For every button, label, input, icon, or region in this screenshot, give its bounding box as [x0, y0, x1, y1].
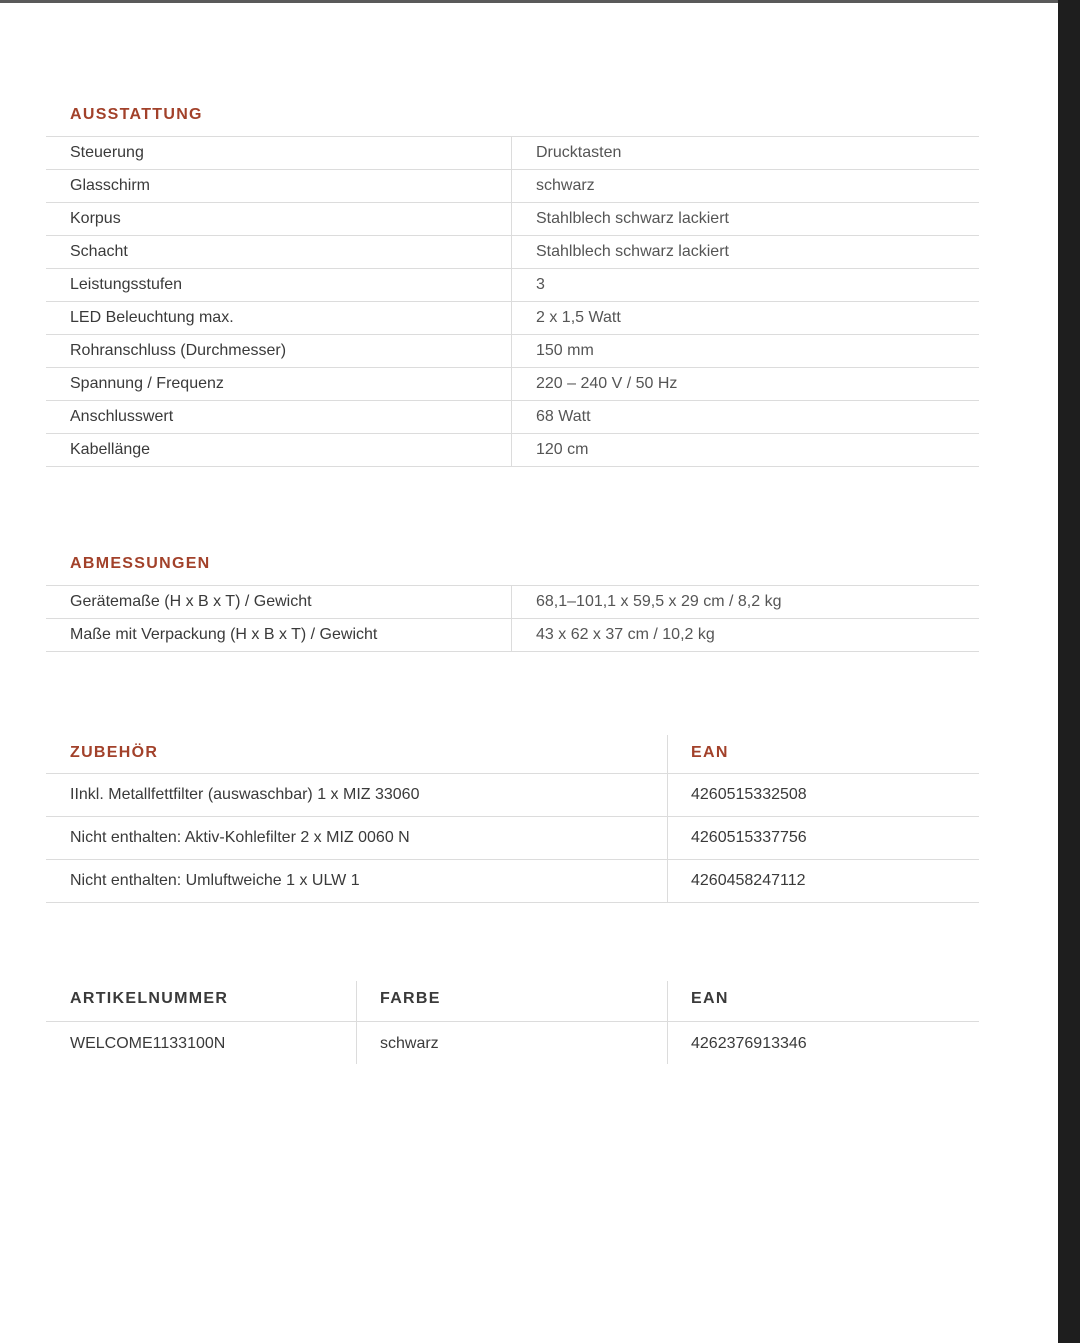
spec-value: 220 – 240 V / 50 Hz [536, 375, 678, 392]
spec-key: Anschlusswert [46, 401, 512, 433]
artikelnummer-value: WELCOME1133100N [46, 1022, 357, 1064]
ean-header: EAN [691, 990, 729, 1007]
accessory-item: Nicht enthalten: Aktiv-Kohlefilter 2 x MIZ 0060 N [46, 817, 668, 859]
spec-key: Glasschirm [46, 170, 512, 202]
spec-key: Kabellänge [46, 434, 512, 466]
top-border [0, 0, 1058, 3]
abmessungen-title: ABMESSUNGEN [70, 555, 211, 572]
zubehoer-header [46, 735, 979, 774]
spec-value: 68 Watt [536, 408, 591, 425]
table-row [46, 203, 979, 236]
artikel-header [46, 981, 979, 1022]
table-row [46, 368, 979, 401]
accessory-item: IInkl. Metallfettfilter (auswaschbar) 1 x MIZ 33060 [46, 774, 668, 816]
farbe-header: FARBE [357, 981, 668, 1021]
table-row [46, 335, 979, 368]
spec-key: Schacht [46, 236, 512, 268]
accessory-ean: 4260458247112 [691, 872, 806, 889]
spec-key: LED Beleuchtung max. [46, 302, 512, 334]
artikel-section [46, 981, 979, 1064]
spec-key: Steuerung [46, 137, 512, 169]
table-row [46, 236, 979, 269]
table-row [46, 302, 979, 335]
zubehoer-ean-header: EAN [691, 744, 729, 761]
abmessungen-section [46, 554, 979, 652]
zubehoer-section [46, 735, 979, 903]
table-row [46, 401, 979, 434]
table-row [46, 269, 979, 302]
table-row [46, 586, 979, 619]
spec-value: Drucktasten [536, 144, 622, 161]
spec-key: Leistungsstufen [46, 269, 512, 301]
table-row [46, 774, 979, 817]
accessory-ean: 4260515337756 [691, 829, 807, 846]
table-row [46, 860, 979, 903]
table-row [46, 137, 979, 170]
spec-value: 43 x 62 x 37 cm / 10,2 kg [536, 626, 715, 643]
right-edge-bar [1058, 0, 1080, 1343]
accessory-ean: 4260515332508 [691, 786, 807, 803]
zubehoer-title: ZUBEHÖR [46, 735, 668, 773]
abmessungen-table [46, 585, 979, 652]
spec-key: Gerätemaße (H x B x T) / Gewicht [46, 586, 512, 618]
ausstattung-section [46, 105, 979, 467]
spec-value: 150 mm [536, 342, 594, 359]
artikelnummer-header: ARTIKELNUMMER [46, 981, 357, 1021]
spec-value: 3 [536, 276, 545, 293]
spec-value: Stahlblech schwarz lackiert [536, 243, 729, 260]
spec-value: 2 x 1,5 Watt [536, 309, 621, 326]
spec-value: Stahlblech schwarz lackiert [536, 210, 729, 227]
spec-value: schwarz [536, 177, 595, 194]
spec-value: 120 cm [536, 441, 589, 458]
spec-key: Spannung / Frequenz [46, 368, 512, 400]
ausstattung-title: AUSSTATTUNG [70, 106, 203, 123]
table-row [46, 434, 979, 467]
table-row [46, 817, 979, 860]
ausstattung-table [46, 136, 979, 467]
spec-value: 68,1–101,1 x 59,5 x 29 cm / 8,2 kg [536, 593, 782, 610]
table-row [46, 619, 979, 652]
farbe-value: schwarz [357, 1022, 668, 1064]
table-row [46, 1022, 979, 1064]
accessory-item: Nicht enthalten: Umluftweiche 1 x ULW 1 [46, 860, 668, 902]
spec-key: Maße mit Verpackung (H x B x T) / Gewicht [46, 619, 512, 651]
spec-key: Rohranschluss (Durchmesser) [46, 335, 512, 367]
spec-key: Korpus [46, 203, 512, 235]
ean-value: 4262376913346 [691, 1035, 807, 1052]
table-row [46, 170, 979, 203]
